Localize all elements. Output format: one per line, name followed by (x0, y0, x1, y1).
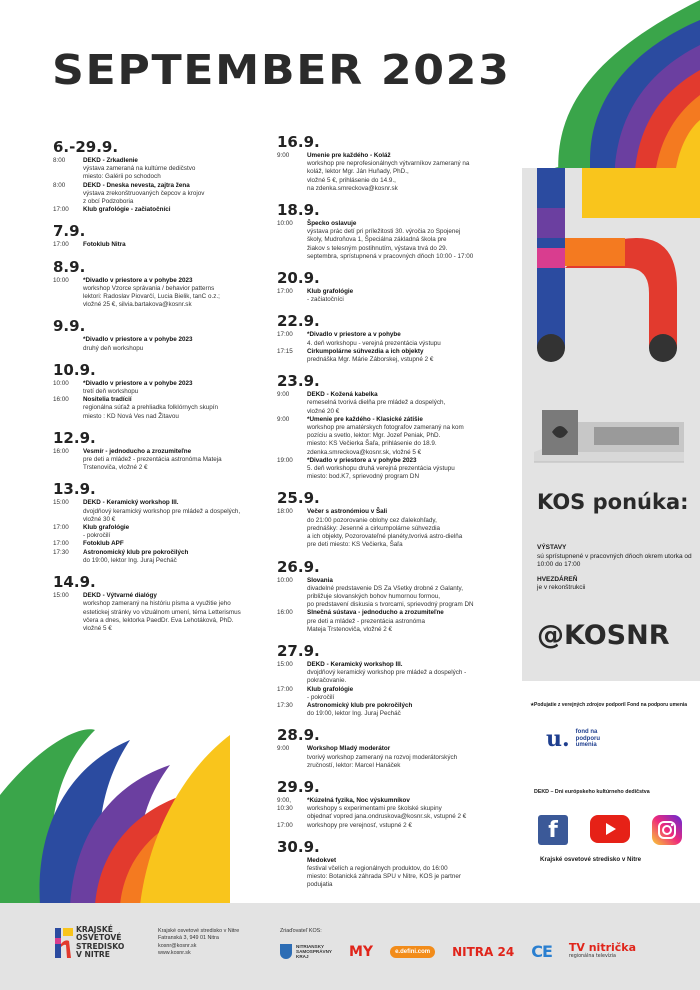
event-row (277, 609, 499, 634)
event-row (53, 592, 258, 633)
event-row (277, 857, 499, 890)
event-time: 17:00 (53, 524, 69, 532)
event-description: pozíciu a svetlo, lektor: Mgr. Jozef Peniak, PhD. (307, 432, 441, 440)
fond-logo (546, 726, 610, 752)
day-date: 13.9. (53, 480, 96, 499)
event-description: miesto: Galérii po schodoch (83, 173, 161, 181)
event-time: 17:00 (277, 288, 293, 296)
schedule-day (277, 837, 499, 890)
event-description: vložné 30 € (83, 515, 116, 523)
event-description: vložné 20 € (307, 407, 340, 415)
schedule-day (277, 777, 499, 830)
event-time: 17:00 (277, 821, 293, 829)
event-description: workshop zameraný na históriu písma a využitie jeho (83, 600, 231, 608)
event-time: 9:00, 10:30 (277, 796, 293, 813)
event-row (53, 448, 258, 473)
event-time: 17:00 (53, 540, 69, 548)
schedule-day (277, 203, 499, 261)
day-date: 10.9. (53, 360, 96, 379)
event-description: prednáška Mgr. Márie Záborskej, vstupné 2 € (307, 356, 434, 364)
event-description: včera a dnes, lektorka PaedDr. Eva Lehotáková, PhD. (83, 616, 234, 624)
event-row (53, 336, 258, 352)
schedule-day (53, 428, 258, 473)
event-name: Klub grafológie - začiatočníci (83, 206, 171, 214)
event-row (277, 577, 499, 610)
event-description: pre deti a mládež - prezentácia astronóma (307, 617, 425, 625)
event-description: workshopy s experimentami pre školské skupiny (307, 805, 442, 813)
day-date: 8.9. (53, 257, 86, 276)
event-row (53, 241, 258, 249)
event-description: lektori: Radoslav Piovarčí, Lucia Bielik, tanC o.z.; (83, 293, 220, 301)
event-time: 17:30 (277, 701, 293, 709)
defini-logo: e.defini.com (390, 946, 435, 958)
event-name: Workshop Mladý moderátor (307, 745, 391, 753)
event-name: *Divadlo v priestore a v pohybe 2023 (307, 456, 417, 464)
schedule-day (277, 314, 499, 364)
website-link[interactable]: www.kosnr.sk (158, 950, 191, 957)
event-row (53, 182, 258, 207)
event-description: miesto: KS Večierka Šaľa, prihlásenie do 18.9. (307, 440, 437, 448)
event-name: Klub grafológie (83, 524, 130, 532)
event-name: Astronomický klub pre pokročilých (307, 701, 413, 709)
event-description: podujatia (307, 881, 333, 889)
schedule-day (53, 257, 258, 310)
event-name: Cirkumpolárne súhvezdia a ich objekty (307, 347, 424, 355)
day-date: 30.9. (277, 837, 320, 856)
event-description: druhý deň workshopu (83, 344, 144, 352)
event-name: Klub grafológie (307, 685, 354, 693)
event-time: 15:00 (277, 660, 293, 668)
event-name: Slnečná sústava - jednoducho a zrozumiteľne (307, 609, 444, 617)
event-name: DEKD - Keramický workshop III. (83, 499, 179, 507)
event-time: 17:15 (277, 347, 293, 355)
event-row (277, 391, 499, 416)
event-description: pre deti miesto: KS Večierka, Šaľa (307, 541, 403, 549)
event-description: septembra, sprístupnená v pracovných dňoch 10:00 - 17:00 (307, 252, 474, 260)
event-description: 4. deň workshopu - verejná prezentácia výstupu (307, 339, 441, 347)
event-description: - pokročilí (307, 693, 335, 701)
event-time: 8:00 (53, 157, 66, 164)
kos-logo-graphic (537, 168, 700, 368)
event-description: žiakov s telesným postihnutím, výstava trvá do 29. (307, 244, 448, 252)
event-row (53, 540, 258, 548)
event-row (53, 380, 258, 396)
event-description: Trstenoviča, vložné 2 € (83, 464, 148, 472)
schedule-day (53, 482, 258, 565)
schedule-day (53, 575, 258, 633)
event-description: miesto: bod.K7, sprievodný program DN (307, 473, 419, 481)
event-description: objednať vopred jana.ondruskova@kosnr.sk, vstupné 2 € (307, 813, 467, 821)
event-name: DEKD - Výtvarné dialógy (83, 592, 157, 600)
event-time: 9:00 (277, 152, 290, 159)
event-description: Mateja Trstenoviča, vložné 2 € (307, 625, 393, 633)
event-time: 15:00 (53, 499, 69, 507)
fond-u-icon: u. (546, 726, 570, 752)
decorative-ribbons-bottom-left (0, 705, 230, 905)
kos-offers-info (537, 544, 695, 599)
event-name: *Umenie pre každého - Klasické zátišie (307, 415, 423, 423)
event-name: *Divadlo v priestore a v pohybe 2023 (83, 379, 193, 387)
event-description: miesto: Botanická záhrada SPU v Nitre, KOS je partner (307, 873, 461, 881)
schedule-day (277, 135, 499, 193)
day-date: 22.9. (277, 312, 320, 331)
event-row (277, 661, 499, 686)
building-image (534, 402, 684, 472)
event-name: *Divadlo v priestore a v pohybe 2023 (83, 276, 193, 284)
schedule-day (53, 319, 258, 352)
facebook-icon[interactable]: f (538, 815, 568, 845)
event-time: 17:30 (53, 548, 69, 556)
day-date: 26.9. (277, 557, 320, 576)
event-description: festival včelích a regionálnych produktov, do 16:00 (307, 864, 448, 872)
event-row (53, 396, 258, 421)
day-date: 25.9. (277, 489, 320, 508)
fond-logo-text: fond na podporu umenia (575, 728, 600, 749)
event-time: 10:00 (277, 576, 293, 584)
schedule-day (53, 224, 258, 249)
event-description: 5. deň workshopu druhá verejná prezentácia výstupu (307, 465, 455, 473)
tv-nitricka-logo: TV nitrička regionálna televízia (568, 940, 637, 959)
schedule-column-1 (53, 140, 258, 643)
founder-label: Zriaďovateľ KOS: (280, 928, 322, 934)
event-description: školy, Mudroňova 1, Špeciálna základná škola pre (307, 236, 447, 244)
schedule-day (277, 374, 499, 481)
event-name: Klub grafológie (307, 288, 354, 296)
event-row (277, 797, 499, 822)
nsk-shield-icon (280, 944, 292, 959)
event-time: 15:00 (53, 592, 69, 600)
event-time: 8:00 (53, 181, 66, 189)
event-description: tvorivý workshop zameraný na rozvoj moderátorských (307, 753, 458, 761)
day-date: 6.-29.9. (53, 138, 119, 156)
event-name: DEKD - Kožená kabelka (307, 391, 378, 399)
observatory-text: je v rekonštrukcii (537, 584, 586, 591)
day-date: 9.9. (53, 317, 86, 336)
event-row (277, 508, 499, 549)
schedule-day (277, 271, 499, 304)
event-row (277, 822, 499, 830)
event-time: 17:00 (277, 685, 293, 693)
event-time: 17:00 (277, 331, 293, 339)
event-name: *Kúzelná fyzika, Noc výskumníkov (307, 796, 410, 804)
page-title: SEPTEMBER 2023 (52, 46, 511, 94)
ce-logo: CE (531, 942, 552, 961)
social-handle[interactable]: @KOSNR (537, 620, 670, 651)
event-description: vložné 25 €, silvia.bartakova@kosnr.sk (83, 301, 192, 309)
event-description: do 19:00, lektor Ing. Juraj Pecháč (307, 710, 401, 718)
instagram-icon[interactable] (652, 815, 682, 845)
event-description: zručností, lektor: Marcel Hanáček (307, 761, 401, 769)
event-name: Umenie pre každého - Koláž (307, 152, 391, 159)
event-row (277, 288, 499, 304)
event-description: workshop Vzorce správania / behavior patterns (83, 284, 215, 292)
dekd-note: DEKD – Dni európskeho kultúrneho dedičstva (534, 789, 650, 795)
event-row (277, 152, 499, 193)
day-date: 18.9. (277, 201, 320, 220)
schedule-day (277, 491, 499, 549)
event-name: *Divadlo v priestore a v pohybe 2023 (83, 336, 193, 344)
event-name: *Divadlo v priestore a v pohybe (307, 331, 401, 339)
event-time: 9:00 (277, 391, 290, 399)
event-row (277, 457, 499, 482)
event-description: do 19:00, lektor Ing. Juraj Pecháč (83, 556, 177, 564)
event-time: 10:00 (277, 220, 293, 228)
event-description: estetickej stránky vo vizuálnom umení, téma Letterismus (83, 608, 241, 616)
event-name: Nositelia tradícií (83, 396, 132, 404)
nitra24-logo: NITRA 24 (452, 944, 515, 959)
event-description: - pokročilí (83, 532, 111, 540)
event-description: dvojdňový keramický workshop pre mládež a dospelých, (83, 507, 241, 515)
event-description: workshop pre amatérskych fotografov zameraný na kom (307, 424, 464, 432)
event-time (53, 336, 83, 352)
event-description: dvojdňový keramický workshop pre mládež a dospelých - (307, 669, 467, 677)
my-logo: MY (349, 943, 374, 960)
event-name: Vesmír - jednoducho a zrozumiteľne (83, 447, 192, 455)
event-description: regionálna súťaž a prehliadka folklórnych skupín (83, 404, 219, 412)
event-time: 16:00 (277, 609, 293, 617)
social-icons (538, 815, 682, 845)
event-description: približuje slovanských bohov humornou formou, (307, 592, 441, 600)
event-description: výstava zrekonštruovaných čepcov a krojov (83, 189, 205, 197)
event-description: na zdenka.smreckova@kosnr.sk (307, 184, 398, 192)
day-date: 16.9. (277, 133, 320, 151)
event-row (53, 206, 258, 214)
event-time: 17:00 (53, 241, 69, 249)
event-time: 19:00 (277, 456, 293, 464)
event-time: 16:00 (53, 447, 69, 455)
day-date: 14.9. (53, 573, 96, 592)
kos-footer-logo-text: KRAJSKÉ OSVETOVÉ STREDISKO V NITRE (76, 925, 125, 960)
event-description: zdenka.smreckova@kosnr.sk, vložné 5 € (307, 448, 422, 456)
schedule-day (53, 140, 258, 214)
event-row (53, 499, 258, 524)
event-row (53, 157, 258, 182)
event-row (277, 416, 499, 457)
day-date: 20.9. (277, 269, 320, 288)
social-caption: Krajské osvetové stredisko v Nitre (540, 856, 642, 863)
event-name: DEKD - Zrkadlenie (83, 157, 138, 164)
event-time: 16:00 (53, 396, 69, 404)
partner-logos (280, 942, 636, 961)
star-icon: ★ (530, 702, 535, 708)
event-name: DEKD - Keramický workshop III. (307, 660, 403, 668)
event-description: remeselná tvorivá dielňa pre mládež a dospelých, (307, 399, 446, 407)
event-description: a ich objekty, Pozorovateľné planéty,tvorivá astro-dielňa (307, 533, 463, 541)
event-name: Špecko oslavuje (307, 220, 357, 228)
day-date: 29.9. (277, 777, 320, 796)
event-time: 9:00 (277, 415, 290, 423)
event-name: Fotoklub APF (83, 540, 124, 548)
event-row (277, 702, 499, 718)
exhibitions-text: sú sprístupnené v pracovných dňoch okrem utorka od 10:00 do 17:00 (537, 552, 692, 568)
event-description: pokračovanie. (307, 677, 347, 685)
schedule-column-2 (277, 135, 499, 900)
observatory-label: HVEZDÁREŇ (537, 575, 578, 583)
schedule-day (277, 728, 499, 770)
event-description: výstava prác detí pri príležitosti 30. výročia zo Spojenej (307, 228, 461, 236)
day-date: 23.9. (277, 372, 320, 391)
event-name: Fotoklub Nitra (83, 241, 126, 249)
event-description: workshop pre neprofesionálnych výtvarníkov zameraný na (307, 160, 470, 168)
email-link[interactable]: kosnr@kosnr.sk (158, 942, 197, 949)
event-description: koláž, lektor Mgr. Ján Huňady, PhD., (307, 168, 409, 176)
event-description: divadelné predstavenie DS Za Všetky drobné z Galanty, (307, 584, 463, 592)
event-time: 10:00 (53, 379, 69, 387)
event-time: 17:00 (53, 206, 69, 214)
event-description: z obcí Podzoboria (83, 198, 134, 206)
event-time: 9:00 (277, 745, 290, 753)
event-description: miesto : KD Nová Ves nad Žitavou (83, 412, 179, 420)
event-description: vložné 5 €, prihlásenie do 14.9., (307, 176, 396, 184)
event-description: prednášky: Jesenné a cirkumpolárne súhvezdia (307, 524, 441, 532)
event-row (53, 277, 258, 310)
event-description: do 21:00 pozorovanie oblohy cez ďalekohľady, (307, 516, 437, 524)
event-time (277, 857, 307, 890)
event-row (277, 686, 499, 702)
event-name: DEKD - Dneska nevesta, zajtra žena (83, 181, 190, 189)
event-description: pre deti a mládež - prezentácia astronóma Mateja (83, 456, 222, 464)
event-row (277, 220, 499, 261)
event-description: tretí deň workshopu (83, 388, 139, 396)
event-description: workshopy pre verejnosť, vstupné 2 € (307, 821, 412, 829)
event-row (53, 524, 258, 540)
nsk-logo: NITRIANSKY SAMOSPRÁVNY KRAJ (280, 944, 332, 960)
day-date: 27.9. (277, 641, 320, 660)
day-date: 12.9. (53, 428, 96, 447)
event-description: - začiatočníci (307, 296, 344, 304)
event-description: výstava zameraná na kultúrne dedičstvo (83, 165, 196, 173)
event-name: Slovania (307, 576, 333, 584)
event-description: vložné 5 € (83, 624, 112, 632)
kos-offers-heading: KOS ponúka: (537, 490, 689, 514)
event-time: 18:00 (277, 508, 293, 516)
event-description: po predstavení diskusia s tvorcami, sprievodný program DN (307, 601, 474, 609)
schedule-day (277, 641, 499, 718)
schedule-day (53, 360, 258, 421)
exhibitions-label: VÝSTAVY (537, 544, 567, 551)
kos-footer-logo-icon (55, 928, 73, 960)
event-time: 10:00 (53, 276, 69, 284)
schedule-day (277, 557, 499, 634)
footer-address: Krajské osvetové stredisko v Nitre Fatranská 3, 949 01 Nitra kosnr@kosnr.sk www.kosnr.sk (158, 928, 240, 957)
funding-note: ★ Podujatie z verejných zdrojov podporil Fond na podporu umenia (530, 702, 688, 708)
day-date: 7.9. (53, 222, 86, 241)
youtube-icon[interactable] (590, 815, 630, 843)
event-name: Medokvet (307, 856, 337, 864)
event-row (277, 348, 499, 364)
event-row (277, 331, 499, 347)
event-row (277, 745, 499, 770)
event-name: Astronomický klub pre pokročilých (83, 548, 189, 556)
day-date: 28.9. (277, 726, 320, 745)
event-row (53, 549, 258, 565)
event-name: Večer s astronómiou v Šali (307, 508, 388, 516)
